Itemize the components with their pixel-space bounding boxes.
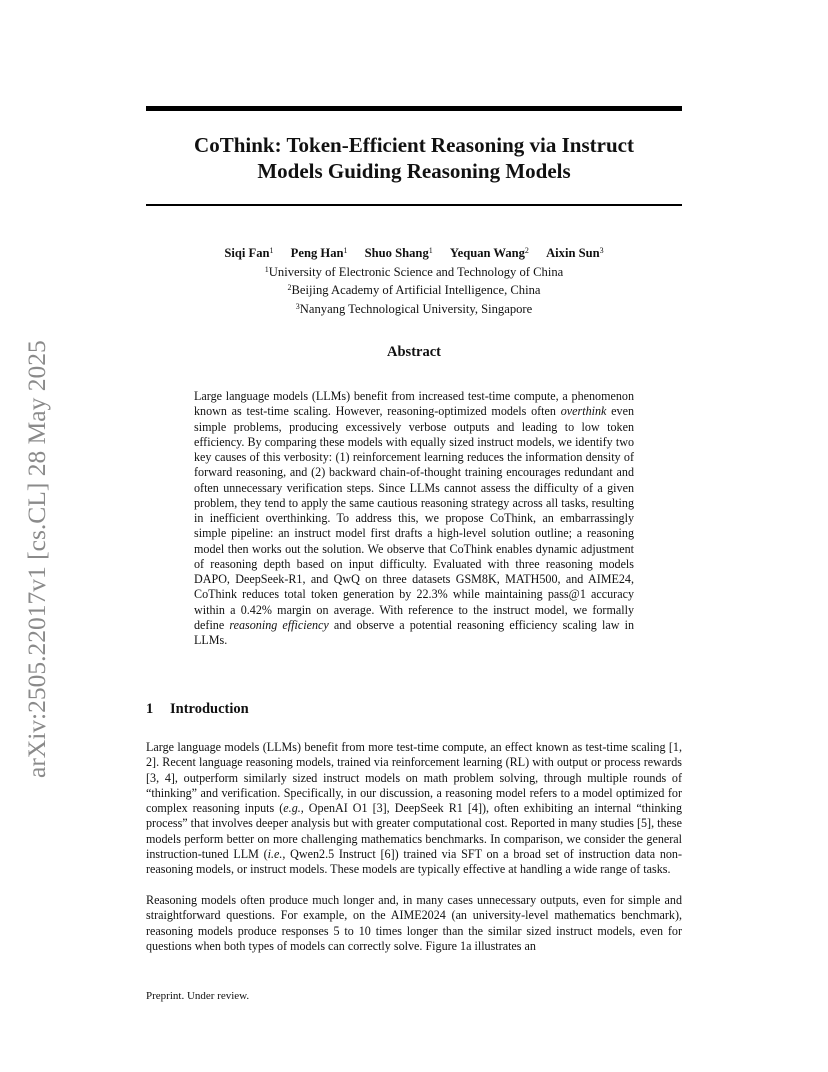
arxiv-identifier [14,296,60,778]
title-top-rule [146,106,682,111]
affiliation: $^3$Nanyang Technological University, Singapore [295,301,533,316]
paper-title-line-1: CoThink: Token-Efficient Reasoning via Instruct [194,133,634,157]
author-list [146,243,682,262]
footer-note: Preprint. Under review. [146,990,250,1002]
arxiv-identifier-text: arXiv:2505.22017v1 [cs.CL] 28 May 2025 [22,340,51,778]
intro-paragraph-2: Reasoning models often produce much longer and, in many cases unnecessary outputs, even for simple and straightforward questions. For example, on the AIME2024 (an university-level mathematics benchmark), reasoning models produce responses 5 to 10 times longer than the similar sized instruct models, even for questions when both types of models can correctly solve. Figure 1a illustrates an [146,893,682,953]
author: Yequan Wang$^2$ [449,246,529,260]
abstract-body: Large language models (LLMs) benefit from increased test-time compute, a phenomenon known as test-time scaling. However, reasoning-optimized models often overthink even simple problems, producing excessively verbose outputs and leading to low token efficiency. By comparing these models with equally sized instruct models, we identify two key causes of this verbosity: (1) reinforcement learning reduces the information density of forward reasoning, and (2) backward chain-of-thought training encourages redundant and often unnecessary verification steps. Since LLMs cannot assess the difficulty of a given problem, they tend to apply the same cautious reasoning strategy across all tasks, resulting in inefficient overthinking. To address this, we propose CoThink, an embarrassingly simple pipeline: an instruct model first drafts a high-level solution outline; a reasoning model then works out the solution. We observe that CoThink enables dynamic adjustment of reasoning depth based on input difficulty. Evaluated with three reasoning models DAPO, DeepSeek-R1, and QwQ on three datasets GSM8K, MATH500, and AIME24, CoThink reduces total token generation by 22.3% while maintaining pass@1 accuracy within a 0.42% margin on average. With reference to the instruct model, we formally define reasoning efficiency and observe a potential reasoning efficiency scaling law in LLMs. [194,389,634,647]
author-block [146,243,682,317]
paper-title [146,132,682,184]
affiliation: $^2$Beijing Academy of Artificial Intelligence, China [287,283,541,297]
section-title: Introduction [170,701,249,717]
paper-title-line-2: Models Guiding Reasoning Models [257,159,571,183]
affiliation: $^1$University of Electronic Science and Technology of China [264,264,564,279]
intro-paragraph-1: Large language models (LLMs) benefit from more test-time compute, an effect known as test-time scaling [1, 2]. Recent language reasoning models, trained via reinforcement learning (RL) with output or process rewards [3, 4], outperform similarly sized instruct models on math problem solving, through multiple rounds of “thinking” and verification. Specifically, in our discussion, a reasoning model refers to a model optimized for complex reasoning inputs (e.g., OpenAI O1 [3], DeepSeek R1 [4]), often exhibiting an internal “thinking process” that involves deeper analysis but with greater computational cost. Reported in many studies [5], these models perform better on more challenging mathematics benchmarks. In comparison, we consider the general instruction-tuned LLM (i.e., Qwen2.5 Instruct [6]) trained via SFT on a broad set of instruction data non-reasoning models, or instruct models. These models are typically effective at handling a wide range of tasks. [146,740,682,876]
abstract-heading: Abstract [387,344,441,360]
author: Shuo Shang$^1$ [364,246,433,260]
title-bottom-rule [146,204,682,206]
section-heading-introduction [146,701,249,718]
author: Aixin Sun$^3$ [546,246,604,260]
author: Peng Han$^1$ [290,246,348,260]
author: Siqi Fan$^1$ [224,246,274,260]
section-number: 1 [146,701,154,717]
